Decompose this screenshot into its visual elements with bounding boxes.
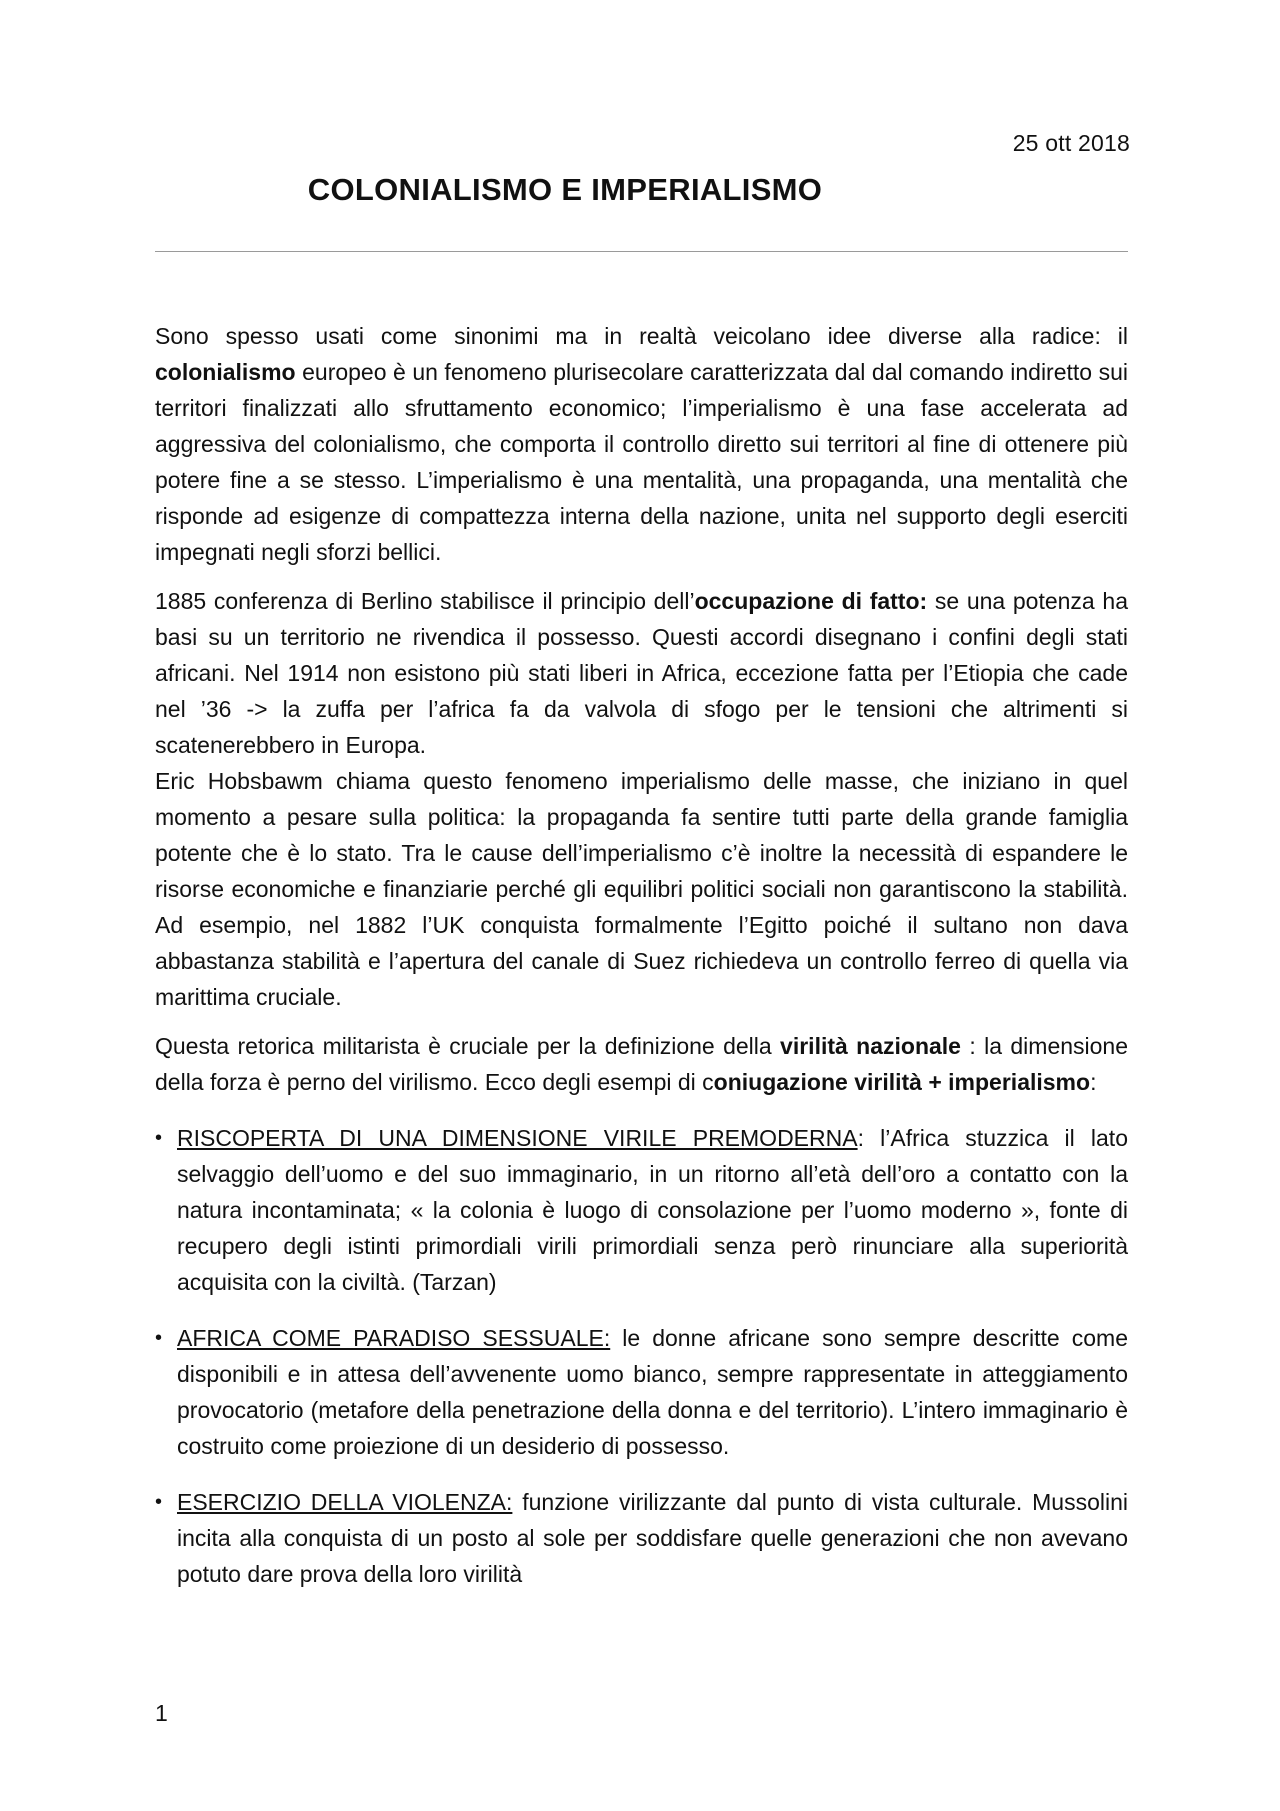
paragraph-berlino-text: 1885 conferenza di Berlino stabilisce il principio dell’ (155, 588, 695, 614)
bullet-item (155, 1320, 1128, 1464)
paragraph-spacer (155, 1100, 1128, 1120)
bullet-heading: RISCOPERTA DI UNA DIMENSIONE VIRILE PREMODERNA (177, 1125, 858, 1151)
title-divider (155, 251, 1128, 252)
paragraph-berlino (155, 583, 1128, 763)
document-date: 25 ott 2018 (1012, 130, 1130, 156)
paragraph-retorica-text: : (1090, 1069, 1097, 1095)
paragraph-retorica-text: Questa retorica militarista è cruciale per la definizione della (155, 1033, 781, 1059)
bullet-icon: • (155, 1491, 163, 1513)
paragraph-retorica (155, 1028, 1128, 1100)
term-occupazione-di-fatto: occupazione di fatto: (694, 588, 928, 614)
document-title: COLONIALISMO E IMPERIALISMO (307, 172, 823, 207)
paragraph-intro-text: Sono spesso usati come sinonimi ma in realtà veicolano idee diverse alla radice: il (155, 323, 1128, 349)
paragraph-spacer (155, 1015, 1128, 1028)
paragraph-spacer (155, 570, 1128, 583)
bullet-heading: ESERCIZIO DELLA VIOLENZA: (177, 1489, 513, 1515)
document-body (155, 318, 1128, 1612)
term-virilita-nazionale: virilità nazionale (780, 1033, 961, 1059)
term-coniugazione: oniugazione virilità + imperialismo (713, 1069, 1091, 1095)
bullet-heading: AFRICA COME PARADISO SESSUALE: (177, 1325, 611, 1351)
page-number: 1 (155, 1700, 168, 1726)
bullet-text: : l’Africa stuzzica il lato selvaggio dell’uomo e del suo immaginario, in un ritorno all’età dell’oro a contatto con la natura incontaminata; « la colonia è luogo di consolazione per l’uomo moderno », fonte di recupero degli istinti primordiali virili primordiali senza però rinunciare alla superiorità acquisita con la civiltà. (Tarzan) (177, 1125, 1128, 1295)
term-colonialismo: colonialismo (155, 359, 296, 385)
paragraph-hobsbawm: Eric Hobsbawm chiama questo fenomeno imperialismo delle masse, che iniziano in quel momento a pesare sulla politica: la propaganda fa sentire tutti parte della grande famiglia potente che è lo stato. Tra le cause dell’imperialismo c’è inoltre la necessità di espandere le risorse economiche e finanziarie perché gli equilibri politici sociali non garantiscono la stabilità. Ad esempio, nel 1882 l’UK conquista formalmente l’Egitto poiché il sultano non dava abbastanza stabilità e l’apertura del canale di Suez richiedeva un controllo ferreo di quella via marittima cruciale. (155, 768, 1128, 1010)
bullet-item (155, 1484, 1128, 1592)
bullet-icon: • (155, 1127, 163, 1149)
paragraph-berlino-text: se una potenza ha basi su un territorio ne rivendica il possesso. Questi accordi disegnano i confini degli stati africani. Nel 1914 non esistono più stati liberi in Africa, eccezione fatta per l’Etiopia che cade nel ’36 -> la zuffa per l’africa fa da valvola di sfogo per le tensioni che altrimenti si scatenerebbero in Europa. (155, 588, 1128, 758)
bullet-text: funzione virilizzante dal punto di vista culturale. Mussolini incita alla conquista di un posto al sole per soddisfare quelle generazioni che non avevano potuto dare prova della loro virilità (177, 1489, 1129, 1587)
bullet-icon: • (155, 1327, 163, 1349)
bullet-list (155, 1120, 1128, 1592)
paragraph-retorica-text: : la dimensione della forza è perno del virilismo. Ecco degli esempi di c (155, 1033, 1129, 1095)
paragraph-intro-text: europeo è un fenomeno plurisecolare caratterizzata dal dal comando indiretto sui territori finalizzati allo sfruttamento economico; l’imperialismo è una fase accelerata ad aggressiva del colonialismo, che comporta il controllo diretto sui territori al fine di ottenere più potere fine a se stesso. L’imperialismo è una mentalità, una propaganda, una mentalità che risponde ad esigenze di compattezza interna della nazione, unita nel supporto degli eserciti impegnati negli sforzi bellici. (155, 359, 1128, 565)
paragraph-intro (155, 318, 1128, 570)
bullet-text: le donne africane sono sempre descritte come disponibili e in attesa dell’avvenente uomo bianco, sempre rappresentate in atteggiamento provocatorio (metafore della penetrazione della donna e del territorio). L’intero immaginario è costruito come proiezione di un desiderio di possesso. (177, 1325, 1128, 1459)
bullet-item (155, 1120, 1128, 1300)
